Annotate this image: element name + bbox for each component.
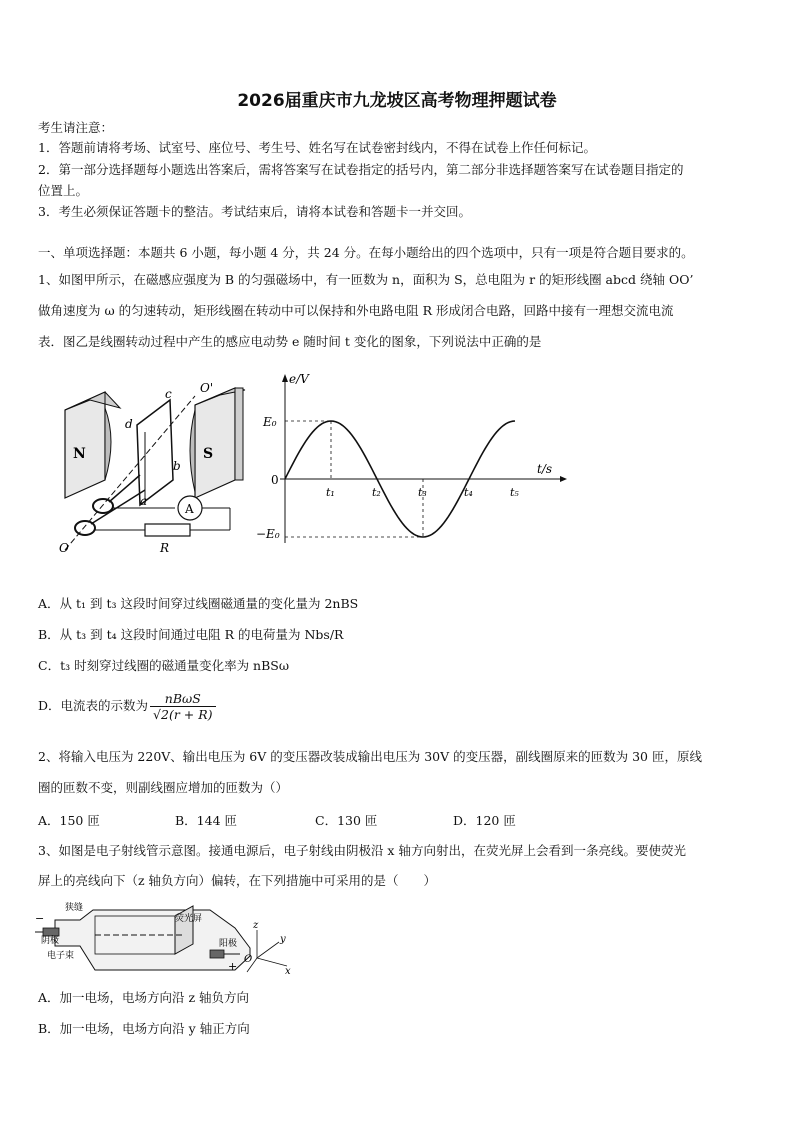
q1-line-2: 做角速度为 ω 的匀速转动，矩形线圈在转动中可以保持和外电路电阻 R 形成闭合电路，回路中接有一理想交流电流 bbox=[38, 303, 674, 318]
q2-line-1: 2、将输入电压为 220V、输出电压为 6V 的变压器改装成输出电压为 30V 的变压器，副线圈原来的匝数为 30 匝，原线 bbox=[38, 749, 702, 764]
coil-c-label: c bbox=[165, 387, 172, 401]
x-tick-label: t₁ bbox=[326, 486, 335, 499]
axis-x-label: x bbox=[285, 966, 291, 977]
q1-option-d-prefix: D．电流表的示数为 bbox=[38, 698, 149, 713]
ammeter-label: A bbox=[185, 502, 194, 516]
page-title: 2026届重庆市九龙坡区高考物理押题试卷 bbox=[237, 91, 557, 111]
q2-option-a[interactable]: A．150 匝 bbox=[38, 813, 100, 828]
coil-d-label: d bbox=[125, 417, 133, 431]
q3-crt-figure bbox=[35, 898, 295, 978]
plus-terminal-label: + bbox=[228, 960, 238, 973]
y-axis-label: e/V bbox=[289, 372, 309, 386]
cathode-label: 阴极 bbox=[41, 936, 60, 946]
q3-option-a[interactable]: A．加一电场，电场方向沿 z 轴负方向 bbox=[38, 990, 250, 1005]
resistor-label: R bbox=[160, 541, 170, 555]
axis-origin-label: O bbox=[244, 954, 253, 965]
axis-z-label: z bbox=[253, 920, 259, 931]
q1-apparatus-figure bbox=[45, 380, 275, 560]
x-tick-label: t₂ bbox=[372, 486, 381, 499]
section-heading: 一、单项选择题：本题共 6 小题，每小题 4 分，共 24 分。在每小题给出的四个选项中，只有一项是符合题目要求的。 bbox=[38, 245, 694, 260]
axis-y-label: y bbox=[280, 934, 286, 945]
notice-heading: 考生请注意： bbox=[38, 120, 114, 135]
q3-line-1: 3、如图是电子射线管示意图。接通电源后，电子射线由阴极沿 x 轴方向射出，在荧光屏上会看到一条亮线。要使荧光 bbox=[38, 843, 686, 858]
q1-line-1: 1、如图甲所示，在磁感应强度为 B 的匀强磁场中，有一匝数为 n，面积为 S，总电阻为 r 的矩形线圈 abcd 绕轴 OO’ bbox=[38, 272, 694, 287]
q2-option-c[interactable]: C．130 匝 bbox=[315, 813, 378, 828]
minus-terminal-label: − bbox=[35, 912, 45, 925]
notice-item-3: 3．考生必须保证答题卡的整洁。考试结束后，请将本试卷和答题卡一并交回。 bbox=[38, 204, 471, 219]
q3-line-2: 屏上的亮线向下（z 轴负方向）偏转，在下列措施中可采用的是（ ） bbox=[38, 873, 437, 888]
e0-label: E₀ bbox=[263, 415, 277, 429]
q1-option-d[interactable] bbox=[38, 691, 216, 722]
coil-b-label: b bbox=[173, 459, 181, 473]
magnet-n-label: N bbox=[73, 446, 86, 462]
notice-item-2-cont: 位置上。 bbox=[38, 183, 89, 198]
notice-item-1: 1．答题前请将考场、试室号、座位号、考生号、姓名写在试卷密封线内，不得在试卷上作任何标记。 bbox=[38, 140, 596, 155]
axis-o-prime-label: O' bbox=[200, 381, 214, 395]
coil-a-label: a bbox=[140, 494, 148, 508]
slit-label: 狭缝 bbox=[65, 903, 84, 913]
q3-option-b[interactable]: B．加一电场，电场方向沿 y 轴正方向 bbox=[38, 1021, 250, 1036]
x-axis-label: t/s bbox=[537, 462, 553, 476]
notice-item-2: 2．第一部分选择题每小题选出答案后，需将答案写在试卷指定的括号内，第二部分非选择题答案写在试卷题目指定的 bbox=[38, 162, 684, 177]
q2-option-b[interactable]: B．144 匝 bbox=[175, 813, 238, 828]
x-tick-label: t₅ bbox=[510, 486, 519, 499]
fraction-denominator: √2(r + R) bbox=[153, 707, 213, 722]
axis-o-label: O bbox=[59, 541, 69, 555]
q1-option-a[interactable]: A．从 t₁ 到 t₃ 这段时间穿过线圈磁通量的变化量为 2nBS bbox=[38, 596, 359, 611]
screen-label: 荧光屏 bbox=[175, 914, 203, 924]
fraction-numerator: nBωS bbox=[150, 691, 215, 707]
x-tick-label: t₃ bbox=[418, 486, 427, 499]
x-tick-label: t₄ bbox=[464, 486, 473, 499]
q2-line-2: 圈的匝数不变，则副线圈应增加的匝数为（） bbox=[38, 780, 289, 795]
anode-label: 阳极 bbox=[219, 939, 238, 949]
beam-label: 电子束 bbox=[47, 951, 75, 961]
q1-option-b[interactable]: B．从 t₃ 到 t₄ 这段时间通过电阻 R 的电荷量为 Nbs/R bbox=[38, 627, 344, 642]
q1-option-c[interactable]: C．t₃ 时刻穿过线圈的磁通量变化率为 nBSω bbox=[38, 658, 290, 673]
q2-option-d[interactable]: D．120 匝 bbox=[453, 813, 516, 828]
q1-line-3: 表．图乙是线圈转动过程中产生的感应电动势 e 随时间 t 变化的图象，下列说法中正确的是 bbox=[38, 334, 542, 349]
q1-option-d-fraction bbox=[150, 691, 215, 722]
origin-label: 0 bbox=[271, 473, 279, 487]
q1-et-graph bbox=[255, 368, 570, 546]
neg-e0-label: −E₀ bbox=[256, 527, 280, 541]
magnet-s-label: S bbox=[203, 446, 214, 462]
